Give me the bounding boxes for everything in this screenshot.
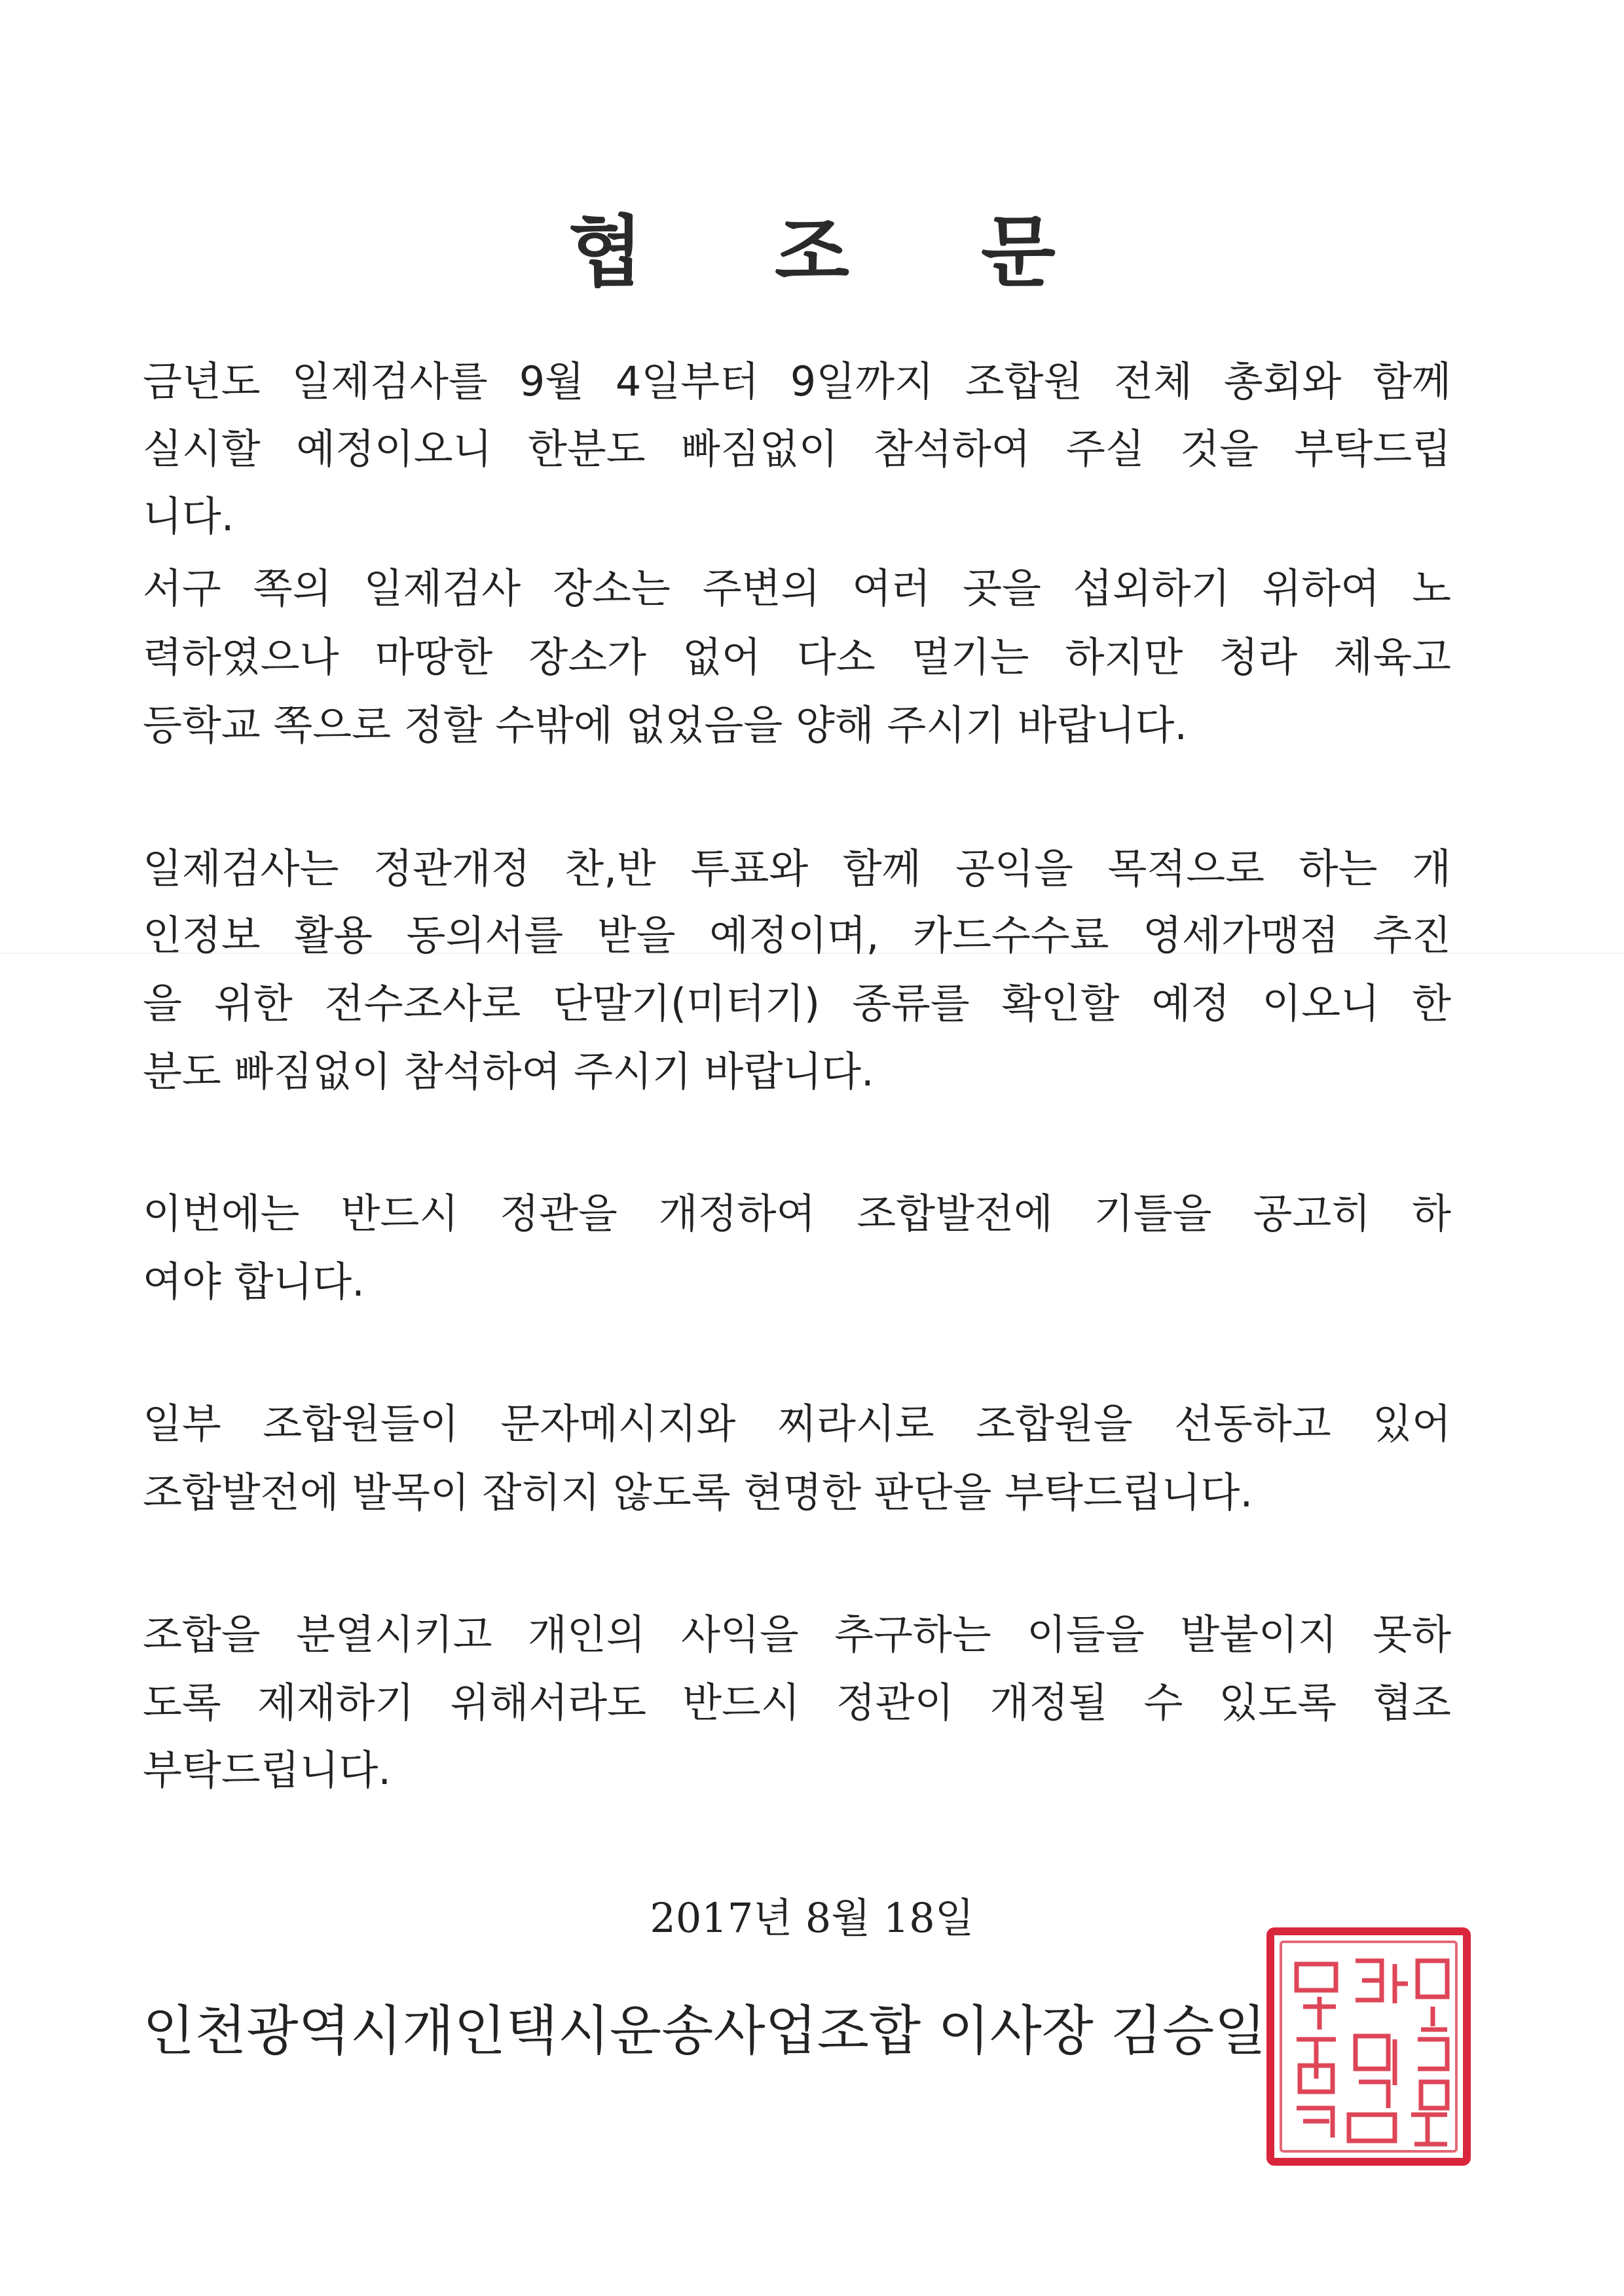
signer-name: 인천광역시개인택시운송사업조합 이사장 김승일 (143, 2000, 1266, 2062)
document-title: 협 조 문 (568, 206, 1109, 297)
official-seal (1264, 1925, 1473, 2168)
document-date: 2017년 8월 18일 (650, 1894, 974, 1942)
document-page: 협 조 문 금년도 일제검사를 9월 4일부터 9일까지 조합원 전체 총회와 함께 실시할 예정이오니 한분도 빠짐없이 참석하여 주실 것을 부탁드립 니다. 서구 쪽의 일제검사 장소는 주변의 여러 곳을 섭외하기 위하여 노 력하였으나 마땅한 장소가 없어 다소 멀기는 하지만 청라 체육고 등학교 쪽으로 정할 수밖에 없었음을 양해 주시기 바랍니다. 일제검사는 정관개정 찬,반 투표와 함께 공익을 목적으로 하는 개 인정보 활용 동의서를 받을 예정이며, 카드수수료 영세가맹점 추진 을 위한 전수조사로 단말기(미터기) 종류를 확인할 예정 이오니 한 분도 빠짐없이 참석하여 주시기 바랍니다. 이번에는 반드시 정관을 개정하여 조합발전에 기틀을 공고히 하 여야 합니다. 일부 조합원들이 문자메시지와 찌라시로 조합원을 선동하고 있어 조합발전에 발목이 잡히지 않도록 현명한 판단을 부탁드립니다. 조합을 분열시키고 개인의 사익을 추구하는 이들을 발붙이지 못하 도록 제재하기 위해서라도 반드시 정관이 개정될 수 있도록 협조 부탁드립니다. 2017년 8월 18일 인천광역시개인택시운송사업조합 이사장 김승일 (0, 0, 1624, 2296)
